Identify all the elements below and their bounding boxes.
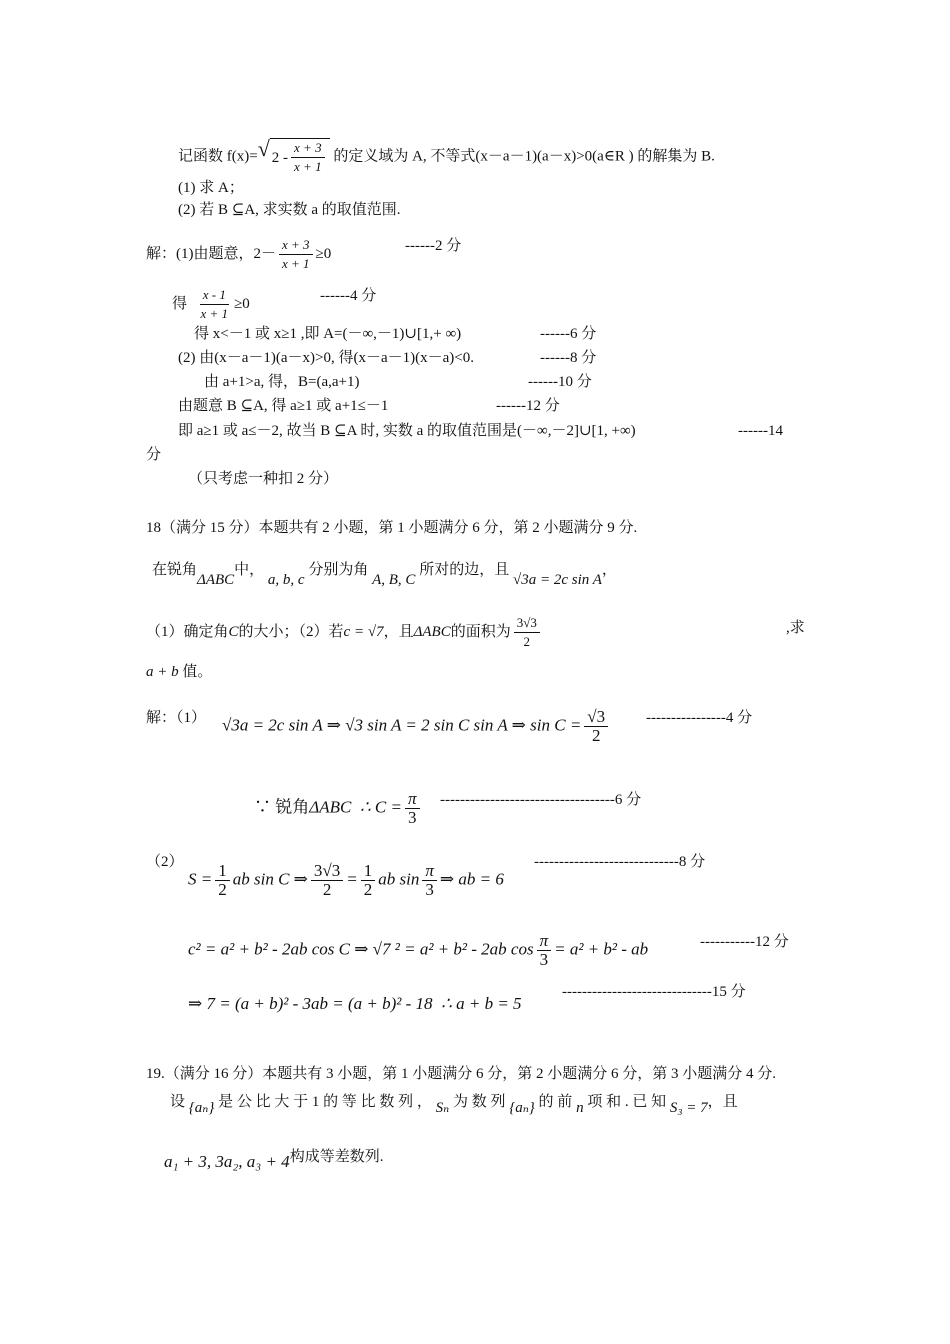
q19-l1-c: 为 数 列 — [452, 1094, 506, 1110]
q18-sol3 — [188, 862, 504, 899]
q18-sol3-area-den: 2 — [322, 880, 332, 899]
q17-sol-line3: 得 x<－1 或 x≥1 ,即 A=(－∞,－1)∪[1,+ ∞) — [194, 326, 462, 342]
q19-l2-b: 构成等差数列. — [289, 1149, 384, 1165]
q18-q-b: 的大小；（2）若 — [238, 623, 344, 640]
q18-stem-d: 所对的边，且 — [419, 562, 510, 578]
q18-sol3-b: ab sin C ⇒ — [232, 869, 308, 889]
q17-sol-line4: (2) 由(x－a－1)(a－x)>0, 得(x－a－1)(x－a)<0. — [178, 350, 475, 366]
q18-q-a: （1）确定角 — [146, 623, 229, 640]
q17-sol1-score: ------2 分 — [405, 238, 462, 254]
q18-q-tri: ΔABC — [413, 623, 451, 640]
q17-sol-line1 — [146, 236, 331, 273]
q18-sol3-pi-num: π — [422, 862, 437, 881]
q18-sol2-b: ∴ C = — [359, 797, 402, 817]
q17-sol-line2 — [172, 286, 250, 323]
q17-sol5-score: ------10 分 — [528, 374, 592, 390]
q17-sol1-num: x + 3 — [279, 236, 313, 255]
q19-l1-e: 项 和 . 已 知 — [587, 1094, 667, 1110]
q18-q-d: 的面积为 — [450, 623, 511, 640]
q18-q-C: C — [228, 623, 239, 640]
q17-part1: (1) 求 A； — [178, 180, 244, 196]
q18-sol1-num: √3 — [584, 708, 608, 727]
q18-header: 18（满分 15 分）本题共有 2 小题，第 1 小题满分 6 分，第 2 小题满分 9 分. — [146, 520, 638, 536]
q19-line2 — [164, 1146, 384, 1171]
q19-l1-S3: S₃ = 7 — [669, 1100, 708, 1116]
q18-stem-b: 中， — [234, 562, 265, 578]
q19-header: 19.（满分 16 分）本题共有 3 小题，第 1 小题满分 6 分，第 2 小题满分 6 分，第 3 小题满分 4 分. — [146, 1066, 777, 1082]
q18-sol2-num: π — [405, 790, 420, 809]
q18-q-c7: c = √7 — [343, 623, 384, 640]
q17-stem-prefix: 记函数 f(x)= — [178, 148, 258, 165]
q17-sol1-prefix: 解：(1)由题意，2－ — [146, 245, 276, 262]
q18-sol3-e: ⇒ ab = 6 — [439, 869, 504, 889]
q19-l1-f: ，且 — [707, 1094, 738, 1110]
q17-sol2-prefix: 得 — [172, 295, 188, 312]
q18-sol2-frac — [405, 790, 420, 827]
q18-q-area-den: 2 — [523, 634, 531, 649]
q19-line1 — [170, 1092, 738, 1116]
q17-sol1-frac — [279, 236, 313, 273]
q18-sol4-pi — [537, 932, 552, 969]
q17-stem — [178, 138, 715, 176]
q17-frac-num: x + 3 — [291, 139, 325, 158]
q19-l1-a: 设 — [170, 1094, 186, 1110]
q18-stem-a: 在锐角 — [152, 562, 198, 578]
q19-l1-b: 是 公 比 大 于 1 的 等 比 数 列 ， — [218, 1094, 432, 1110]
q19-l2-a: a₁ + 3, 3a₂, a₃ + 4 — [164, 1152, 290, 1171]
q18-sol3-a: S = — [188, 869, 213, 889]
q18-sol4-pi-num: π — [537, 932, 552, 951]
q19-l1-Sn: Sₙ — [435, 1100, 450, 1116]
q17-sol4-score: ------8 分 — [540, 350, 597, 366]
q18-q-area — [514, 614, 540, 651]
q18-question-line — [146, 614, 543, 651]
q18-sol1-score: ----------------4 分 — [646, 710, 753, 726]
q18-stem-eq: √3a = 2c sin A — [512, 572, 602, 588]
q18-sol2 — [254, 790, 423, 827]
q18-sol3-pi — [422, 862, 437, 899]
q17-sqrt-lead: 2 - — [271, 149, 289, 166]
q18-sol3-pi-den: 3 — [425, 880, 434, 899]
q18-sol3-half-den: 2 — [218, 880, 227, 899]
q18-sol3-label: （2） — [146, 854, 184, 870]
q17-sol3-score: ------6 分 — [540, 326, 597, 342]
q17-sol7-score: ------14 — [738, 423, 783, 439]
q18-sol-label: 解：（1） — [146, 710, 207, 726]
q17-note: （只考虑一种扣 2 分） — [188, 471, 339, 487]
q17-sqrt: √ 2 - $\frac{x + 3}{x + 1}$ — [258, 138, 330, 176]
q19-l1-an2: {aₙ} — [509, 1100, 535, 1116]
q18-sol3-d: ab sin — [378, 869, 420, 889]
q18-sol1-frac — [584, 708, 608, 745]
q17-part2: (2) 若 B ⊆A, 求实数 a 的取值范围. — [178, 202, 401, 218]
q17-stem-suffix: 的定义域为 A, 不等式(x－a－1)(a－x)>0(a∈R ) 的解集为 B. — [333, 148, 715, 165]
q17-sol2-frac — [198, 286, 232, 323]
q18-stem-tri: ΔABC — [197, 572, 235, 588]
q18-sol3-half-num: 1 — [215, 862, 230, 881]
q17-sol1-den: x + 1 — [282, 256, 310, 271]
q17-sol-line5: 由 a+1>a, 得，B=(a,a+1) — [204, 374, 360, 390]
q17-sol7-unit: 分 — [146, 447, 162, 463]
q18-sol3-c: = — [346, 869, 358, 889]
q18-sol2-score: -----------------------------------6 分 — [440, 792, 642, 808]
q18-q-e: ,求 — [786, 620, 805, 636]
q18-sol3-half2 — [361, 862, 376, 899]
q18-sol5-score: ------------------------------15 分 — [562, 984, 746, 1000]
q17-sol2-den: x + 1 — [200, 306, 229, 321]
q17-sol-line6: 由题意 B ⊆A, 得 a≥1 或 a+1≤－1 — [178, 398, 389, 414]
q18-stem — [152, 560, 617, 588]
q18-sol3-area-num: 3√3 — [311, 862, 343, 881]
q17-sol6-score: ------12 分 — [496, 398, 560, 414]
q19-l1-n: n — [576, 1100, 584, 1116]
q17-sol1-suffix: ≥0 — [315, 245, 332, 262]
q19-l1-d: 的 前 — [538, 1094, 573, 1110]
q18-sol2-den: 3 — [408, 808, 417, 827]
q18-question-line2 — [146, 662, 212, 682]
q18-sol1 — [222, 708, 611, 745]
q17-frac — [291, 139, 325, 176]
q17-sol-line7: 即 a≥1 或 a≤－2, 故当 B ⊆A 时, 实数 a 的取值范围是(－∞,－2]∪[1, +∞) — [178, 423, 636, 439]
q18-sol2-tri: ΔABC — [309, 797, 352, 817]
q18-q2-ab: a + b — [146, 664, 179, 680]
q18-sol4-score: -----------12 分 — [700, 934, 789, 950]
q18-sol3-half — [215, 862, 230, 899]
q18-stem-ABC: A, B, C — [372, 572, 416, 588]
q17-frac-den: x + 1 — [294, 159, 322, 174]
q18-sol3-area — [311, 862, 343, 899]
q18-sol4 — [188, 932, 648, 969]
q17-sol2-score: ------4 分 — [320, 288, 377, 304]
q17-sol2-suffix: ≥0 — [234, 295, 250, 312]
q18-q2-b: 值。 — [182, 664, 213, 680]
q18-stem-end: ， — [601, 562, 617, 578]
q18-sol3-score: -----------------------------8 分 — [534, 854, 706, 870]
q18-sol5-a: ⇒ 7 = (a + b)² - 3ab = (a + b)² - 18 — [188, 994, 433, 1013]
q18-sol3-half2-den: 2 — [363, 880, 373, 899]
q17-sol2-num: x - 1 — [200, 286, 229, 305]
q19-l1-an: {aₙ} — [188, 1100, 215, 1116]
q18-sol4-a: c² = a² + b² - 2ab cos C ⇒ √7 ² = a² + b² - 2ab cos — [188, 939, 534, 959]
q18-sol5-b: ∴ a + b = 5 — [441, 994, 522, 1013]
q18-sol2-a: ∵ 锐角 — [254, 797, 310, 817]
q18-sol1-den: 2 — [591, 726, 601, 745]
q18-stem-c: 分别为角 — [308, 562, 369, 578]
q18-stem-abc: a, b, c — [267, 572, 305, 588]
q18-q-area-num: 3√3 — [514, 614, 540, 633]
q18-sol4-pi-den: 3 — [539, 950, 549, 969]
q18-sol5 — [188, 992, 522, 1016]
q18-sol1-eq: √3a = 2c sin A ⇒ √3 sin A = 2 sin C sin A ⇒ sin C = — [222, 715, 582, 735]
q18-q-c: ，且 — [383, 623, 414, 640]
q18-sol3-half2-num: 1 — [361, 862, 376, 881]
q18-sol4-b: = a² + b² - ab — [554, 939, 649, 959]
